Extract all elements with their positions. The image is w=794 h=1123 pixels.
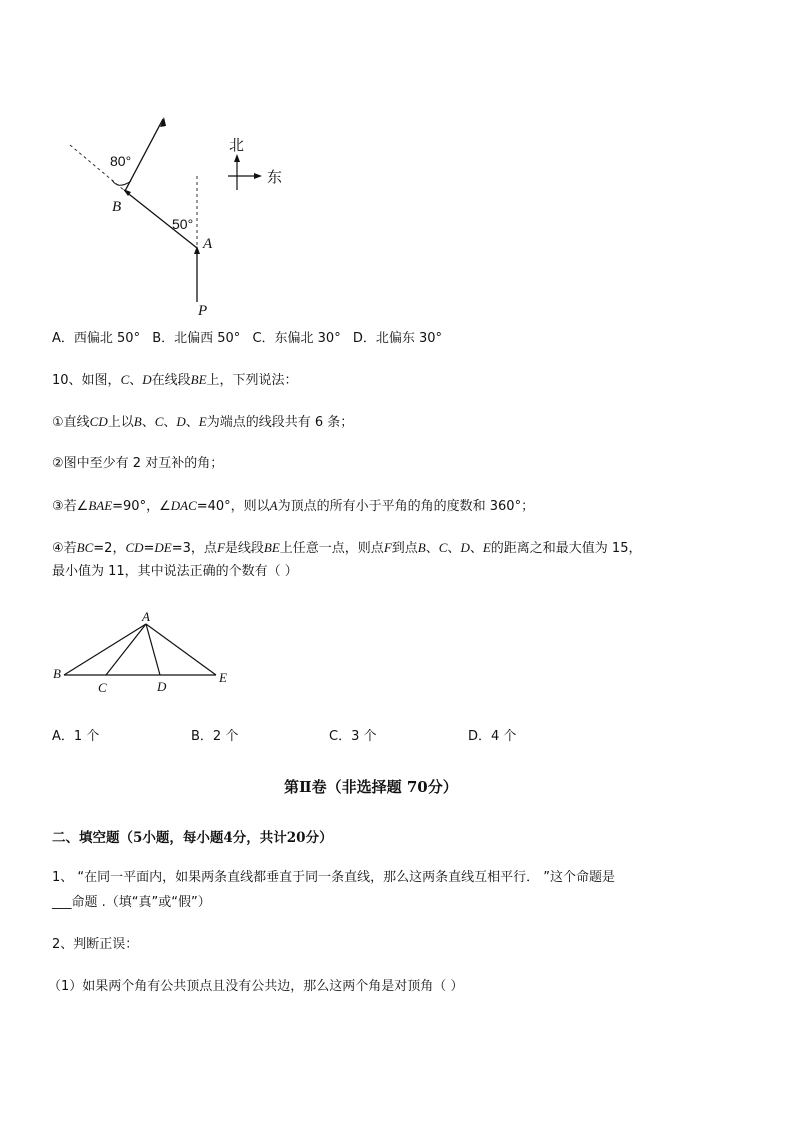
s4-j: 、: [469, 541, 483, 556]
s4-pf2: F: [383, 540, 392, 555]
q9-options: [52, 330, 752, 348]
var-d: D: [142, 372, 152, 387]
compass-arrow-north: [234, 154, 240, 162]
segment-ac: [106, 624, 146, 675]
var-c: C: [120, 372, 130, 387]
q10-statement-1: [52, 413, 353, 432]
q10-option-a: A．1 个: [52, 729, 100, 744]
s4-i: 、: [447, 541, 461, 556]
q10-stem: [52, 371, 298, 390]
s4-q1: B: [417, 540, 426, 555]
s1-e: 、: [185, 415, 199, 430]
s4-q3: D: [460, 540, 470, 555]
fill-q2-title: 2、判断正误：: [52, 937, 139, 952]
s4-a: ④若: [52, 541, 77, 556]
q10-mid1: 在线段: [151, 373, 191, 388]
s4-b: =2，: [93, 541, 126, 556]
section2-title: 二、填空题（5小题，每小题4分，共计20分）: [52, 830, 333, 846]
q10-number: 10、: [52, 373, 82, 388]
s1-c: 、: [141, 415, 155, 430]
s1-p4: E: [198, 414, 207, 429]
q10-option-d: D．4 个: [468, 729, 517, 744]
s1-p1: B: [133, 414, 142, 429]
triangle-figure: [50, 608, 240, 698]
q9-option-d: D．北偏东 30°: [352, 331, 443, 346]
triangle-label-e: E: [219, 670, 227, 685]
q9-option-c: C．东偏北 30°: [252, 331, 341, 346]
q10-statement-4: [52, 539, 641, 558]
q10-statement-4-line2: 最小值为 11，其中说法正确的个数有（ ）: [52, 564, 298, 579]
s4-bc: BC: [76, 540, 94, 555]
segment-ad: [146, 624, 160, 675]
point-label-p: P: [198, 303, 208, 319]
s3-pa: A: [269, 498, 278, 513]
s1-b: 上以: [107, 415, 134, 430]
s4-de: DE: [154, 540, 172, 555]
s1-d: 、: [163, 415, 177, 430]
point-label-b: B: [112, 199, 122, 215]
segment-ae: [146, 624, 216, 675]
segment-ab: [64, 624, 146, 675]
q9-option-b: B．北偏西 50°: [152, 331, 241, 346]
s1-p2: C: [154, 414, 164, 429]
fill-q2-item1: （1）如果两个角有公共顶点且没有公共边，那么这两个角是对顶角（ ）: [48, 979, 464, 994]
angle-label-50: 50°: [172, 216, 194, 232]
s4-be: BE: [263, 540, 280, 555]
s4-f: 上任意一点，则点: [279, 541, 384, 556]
s3-c: =40°，则以: [196, 499, 270, 514]
triangle-label-a: A: [142, 609, 150, 624]
s4-h: 、: [425, 541, 439, 556]
s4-g: 到点: [391, 541, 418, 556]
bearing-figure: [60, 110, 300, 320]
s3-dac: DAC: [170, 498, 197, 513]
s4-q2: C: [438, 540, 448, 555]
part2-title: 第Ⅱ卷（非选择题 70分）: [284, 778, 458, 796]
triangle-label-b: B: [53, 666, 61, 681]
compass-north-label: 北: [229, 136, 245, 154]
q10-statement-2: ②图中至少有 2 对互补的角；: [52, 456, 224, 471]
s4-e: 是线段: [224, 541, 264, 556]
s1-p3: D: [176, 414, 186, 429]
triangle-label-c: C: [98, 680, 107, 695]
fill-q1-line1: 1、 “在同一平面内，如果两条直线都垂直于同一条直线，那么这两条直线互相平行． ”这个命题是: [52, 870, 616, 885]
triangle-label-d: D: [157, 679, 167, 694]
s3-a: ③若∠: [52, 499, 89, 514]
q9-option-a: A．西偏北 50°: [52, 331, 141, 346]
s3-bae: BAE: [88, 498, 113, 513]
angle-label-80: 80°: [110, 153, 132, 169]
s4-d: =3，点: [171, 541, 217, 556]
q10-prefix: 如图，: [81, 373, 121, 388]
q10-mid2: 上，下列说法：: [206, 373, 298, 388]
point-label-a: A: [203, 236, 213, 252]
s3-b: =90°，∠: [112, 499, 171, 514]
compass-east-label: 东: [267, 168, 283, 186]
s1-cd: CD: [89, 414, 108, 429]
compass-arrow-east: [254, 173, 262, 179]
s4-k: 的距离之和最大值为 15，: [490, 541, 642, 556]
q10-option-b: B．2 个: [191, 729, 239, 744]
s1-a: ①直线: [52, 415, 90, 430]
fill-q1-line2: ___命题 .（填“真”或“假”）: [52, 895, 211, 910]
s4-q4: E: [482, 540, 491, 555]
s4-pf: F: [216, 540, 225, 555]
s3-d: 为顶点的所有小于平角的角的度数和 360°；: [277, 499, 535, 514]
arrow-head-a: [194, 246, 200, 254]
q10-statement-3: [52, 497, 534, 516]
q10-sep: 、: [129, 373, 143, 388]
seg-be: BE: [190, 372, 207, 387]
s1-f: 为端点的线段共有 6 条；: [206, 415, 354, 430]
s4-cd: CD: [125, 540, 144, 555]
q10-option-c: C．3 个: [329, 729, 377, 744]
s4-c: =: [143, 541, 155, 556]
